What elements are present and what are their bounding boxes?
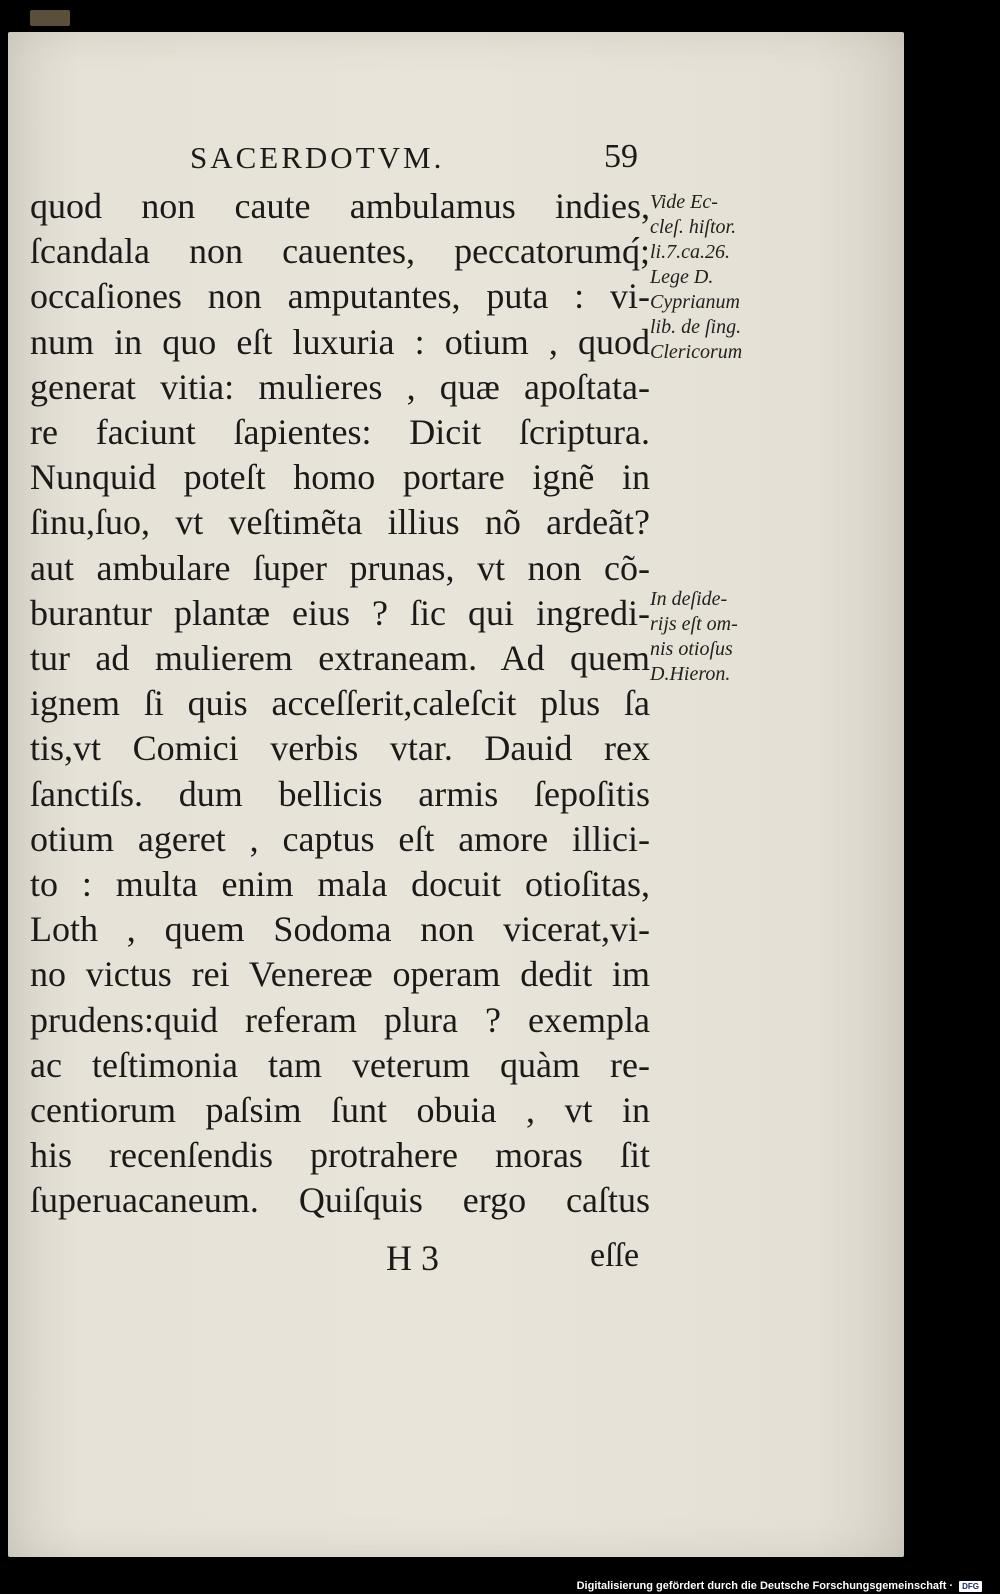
page-number: 59 <box>604 138 638 175</box>
marginal-note-line: In deſide- <box>650 588 728 610</box>
body-line: aut ambulare ſuper prunas, vt non cõ- <box>30 547 650 588</box>
marginal-note-line: Cyprianum <box>650 291 740 313</box>
running-head: SACERDOTVM. <box>190 140 445 175</box>
marginal-note-2 <box>650 587 795 687</box>
body-line: ſinu,ſuo, vt veſtimẽta illius nõ ardeãt? <box>30 502 650 543</box>
digitization-credit <box>577 1580 982 1592</box>
marginal-note-line: li.7.ca.26. <box>650 241 730 263</box>
marginal-note-line: Clericorum <box>650 341 743 363</box>
body-line: ignem ſi quis acceſſerit,caleſcit plus ſa <box>30 683 650 724</box>
body-line: centiorum paſsim ſunt obuia , vt in <box>30 1090 650 1131</box>
body-line: to : multa enim mala docuit otioſitas, <box>30 864 650 905</box>
body-line: no victus rei Venereæ operam dedit im <box>30 954 650 995</box>
body-line: ſcandala non cauentes, peccatorumq́; <box>30 231 650 272</box>
body-line: his recenſendis protrahere moras ſit <box>30 1135 650 1176</box>
body-line: ac teſtimonia tam veterum quàm re- <box>30 1044 650 1085</box>
marginal-note-line: Lege D. <box>650 266 714 288</box>
credit-text: Digitalisierung gefördert durch die Deutsche Forschungsgemeinschaft · <box>576 1580 954 1592</box>
body-line: tis,vt Comici verbis vtar. Dauid rex <box>30 728 650 769</box>
body-line: Loth , quem Sodoma non vicerat,vi- <box>30 909 650 950</box>
body-line: Nunquid poteſt homo portare ignẽ in <box>30 457 650 498</box>
body-line: re faciunt ſapientes: Dicit ſcriptura. <box>30 412 650 453</box>
marginal-note-line: rijs eſt om- <box>650 613 738 635</box>
marginal-note-1 <box>650 190 795 365</box>
binding-tab <box>30 10 70 26</box>
body-text <box>30 184 650 1224</box>
marginal-note-line: lib. de ſing. <box>650 316 742 338</box>
catchword: eſſe <box>590 1237 640 1274</box>
marginal-note-line: Vide Ec- <box>650 191 718 213</box>
body-line: num in quo eſt luxuria : otium , quod <box>30 321 650 362</box>
body-line: generat vitia: mulieres , quæ apoſtata- <box>30 366 650 407</box>
body-line: quod non caute ambulamus indies, <box>30 186 650 226</box>
body-line: occaſiones non amputantes, puta : vi- <box>30 276 650 317</box>
body-line: prudens:quid referam plura ? exempla <box>30 999 650 1040</box>
signature-mark: H 3 <box>386 1238 439 1278</box>
body-line: ſuperuacaneum. Quiſquis ergo caſtus <box>30 1180 650 1221</box>
marginal-note-line: D.Hieron. <box>650 663 731 685</box>
body-line: ſanctiſs. dum bellicis armis ſepoſitis <box>30 773 650 814</box>
body-line: burantur plantæ eius ? ſic qui ingredi- <box>30 592 650 633</box>
marginal-note-line: cleſ. hiſtor. <box>650 216 737 238</box>
dfg-logo: DFG <box>959 1581 982 1592</box>
body-line: otium ageret , captus eſt amore illici- <box>30 818 650 859</box>
body-line: tur ad mulierem extraneam. Ad quem <box>30 638 650 679</box>
marginal-note-line: nis otioſus <box>650 638 733 660</box>
